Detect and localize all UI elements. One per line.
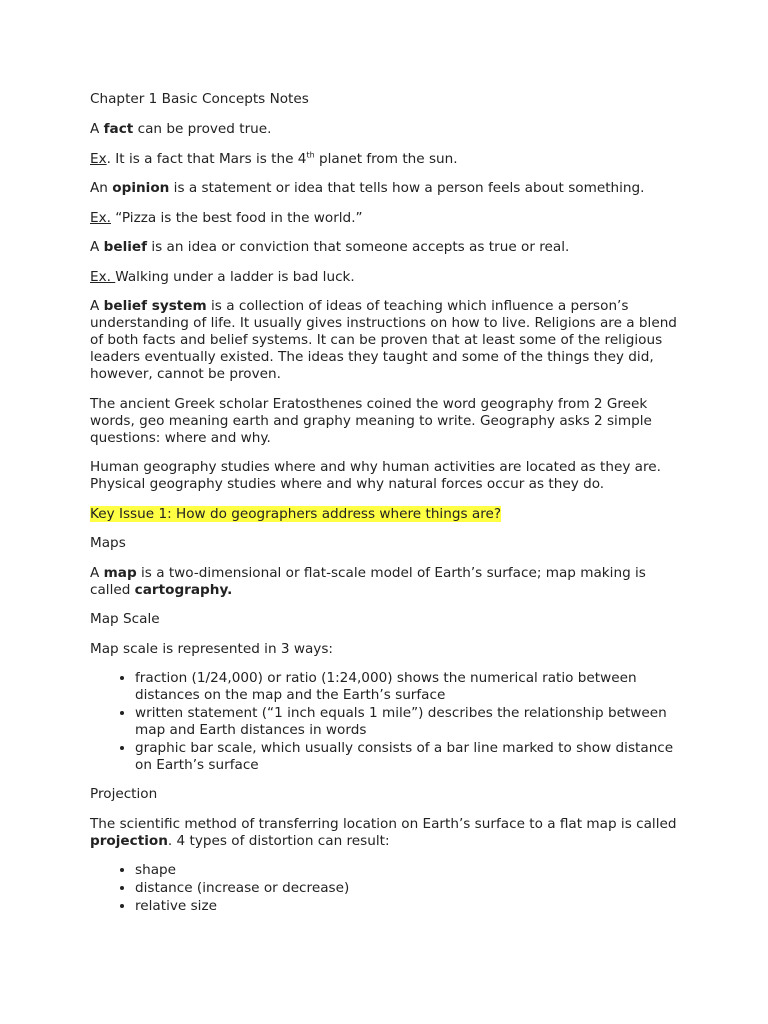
term-opinion: opinion [112,180,170,196]
belief-system-definition: A belief system is a collection of ideas of teaching which influence a person’s understanding of life. It usually gives instructions on how to live. Religions are a blend of both facts and belief systems. It can be proven that at least some of the religious leaders eventually existed. The ideas they taught and some of the things they did, however, cannot be proven. [90,298,677,382]
fact-example: Ex. It is a fact that Mars is the 4th planet from the sun. [90,149,458,167]
term-fact: fact [103,121,134,137]
term-cartography: cartography. [134,581,233,598]
example-label: Ex. [90,209,111,226]
list-item: • graphic bar scale, which usually consists of a bar line marked to show distance on Earth’s surface [135,740,690,774]
term-belief: belief [103,239,148,255]
list-item: • written statement (“1 inch equals 1 mile”) describes the relationship between map and Earth distances in words [135,705,690,739]
opinion-example: Ex. “Pizza is the best food in the world.” [90,209,363,226]
eratosthenes-paragraph: The ancient Greek scholar Eratosthenes coined the word geography from 2 Greek words, geo meaning earth and graphy meaning to write. Geography asks 2 simple questions: where and why. [90,395,652,446]
belief-definition: A belief is an idea or conviction that someone accepts as true or real. [90,239,570,255]
fact-definition: A fact can be proved true. [90,121,272,137]
map-scale-intro: Map scale is represented in 3 ways: [90,640,334,657]
term-map: map [103,564,137,581]
key-issue-heading [90,506,690,523]
geography-types-paragraph: Human geography studies where and why human activities are located as they are. Physical geography studies where and why natural forces occur as they do. [90,459,661,492]
projection-definition: The scientific method of transferring location on Earth’s surface to a flat map is called projection. 4 types of distortion can result: [90,815,677,849]
map-scale-list [90,670,690,774]
maps-heading: Maps [90,535,126,551]
term-projection: projection [90,832,168,849]
list-item: • distance (increase or decrease) [135,880,690,897]
map-scale-heading: Map Scale [90,611,160,627]
example-label: Ex [90,150,107,167]
document-title: Chapter 1 Basic Concepts Notes [90,91,309,107]
document-body [90,91,690,927]
list-item: • shape [135,862,690,879]
map-definition: A map is a two-dimensional or flat-scale model of Earth’s surface; map making is called cartography. [90,564,646,598]
belief-example: Ex. Walking under a ladder is bad luck. [90,268,355,285]
distortion-list [90,862,690,915]
example-label: Ex. [90,268,116,285]
projection-heading: Projection [90,786,158,802]
opinion-definition: An opinion is a statement or idea that tells how a person feels about something. [90,180,645,196]
key-issue-highlight: Key Issue 1: How do geographers address where things are? [90,505,502,522]
list-item: • fraction (1/24,000) or ratio (1:24,000) shows the numerical ratio between distances on the map and the Earth’s surface [135,670,690,704]
list-item: • relative size [135,898,690,915]
term-belief-system: belief system [103,298,207,314]
